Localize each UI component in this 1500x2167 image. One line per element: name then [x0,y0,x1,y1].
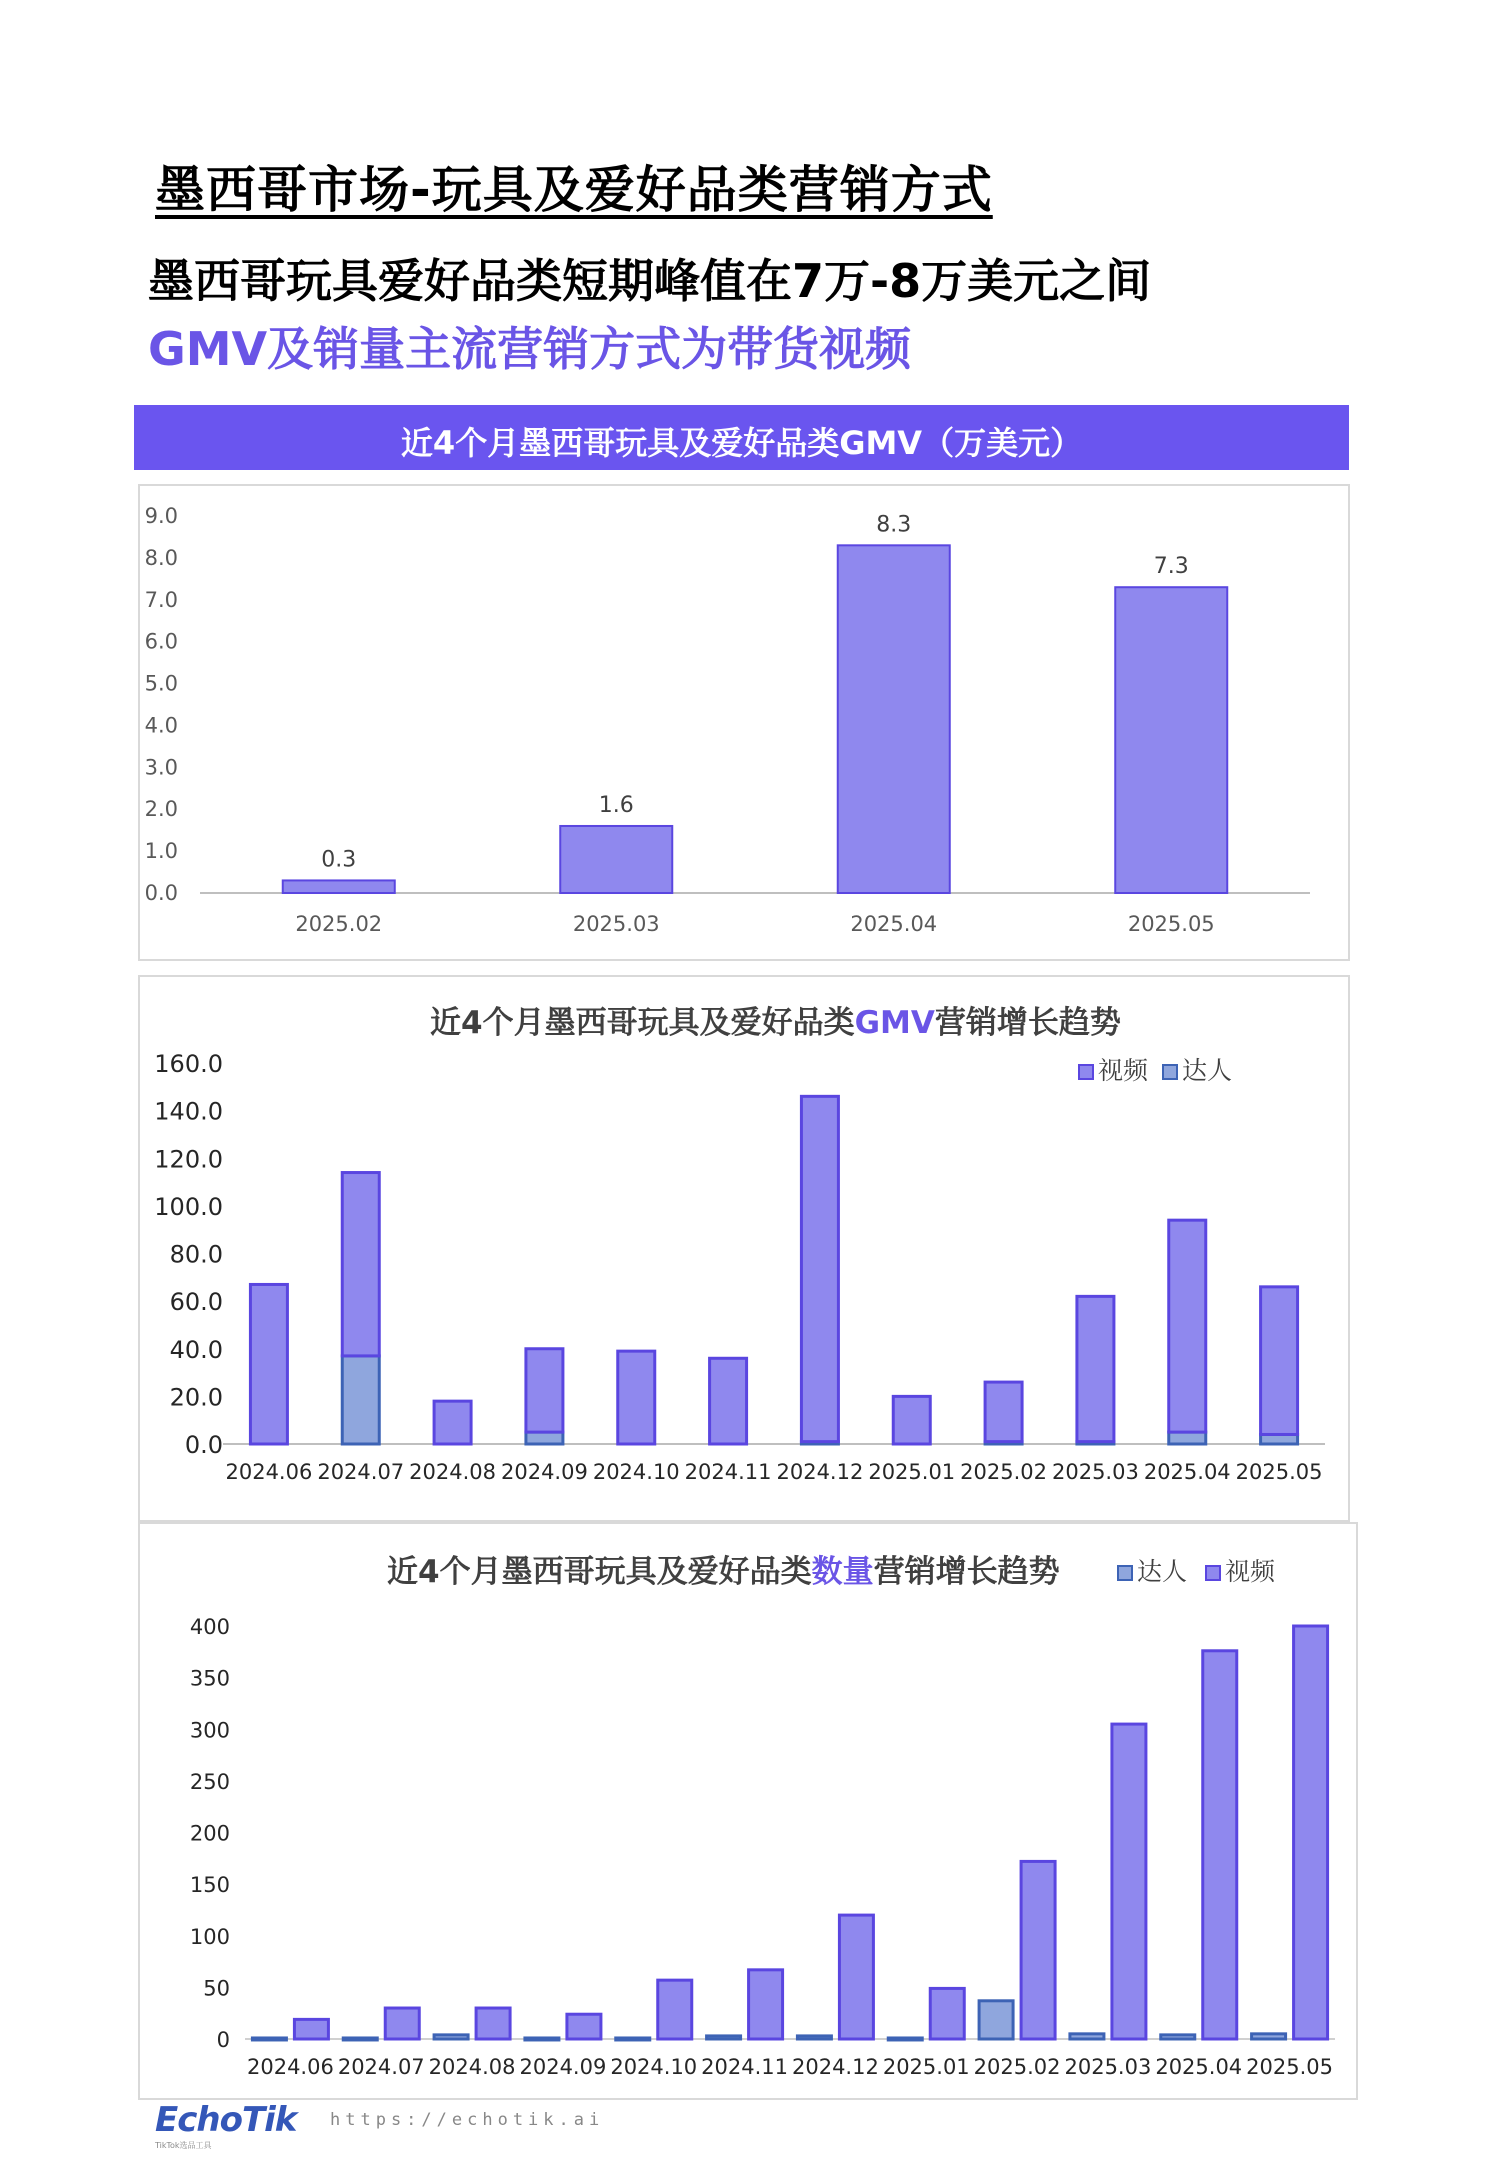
legend-kol-label: 达人 [1181,1056,1232,1085]
bar-video-2024.10 [618,1351,655,1444]
y-tick-label: 5.0 [144,671,178,696]
bar-kol-2024.07 [343,2038,377,2040]
y-tick-label: 8.0 [144,545,178,570]
x-tick-label: 2025.01 [882,2055,970,2079]
y-tick-label: 4.0 [144,713,178,738]
x-tick-label: 2025.04 [850,912,938,936]
y-tick-label: 400 [189,1615,230,1639]
bar-video-2025.04 [1169,1220,1206,1432]
bar-kol-2025.01 [888,2038,922,2040]
data-label: 8.3 [876,512,912,538]
y-tick-label: 140.0 [154,1097,223,1126]
subheading-peak: 墨西哥玩具爱好品类短期峰值在7万-8万美元之间 [148,254,1152,308]
y-tick-label: 200 [189,1821,230,1846]
x-tick-label: 2024.08 [428,2055,516,2079]
x-tick-label: 2024.07 [337,2055,425,2079]
bar-kol-2024.09 [525,2038,559,2040]
x-tick-label: 2025.05 [1246,2055,1334,2079]
echotik-logo-sub: TikTok选品工具 [155,2141,212,2150]
x-tick-label: 2024.06 [225,1460,313,1484]
bar-2025.04 [838,545,950,893]
y-tick-label: 0 [216,2028,230,2052]
y-tick-label: 3.0 [144,755,178,780]
y-tick-label: 150 [189,1873,230,1898]
bar-kol-2024.11 [707,2036,741,2039]
bar-video-2024.06 [250,1284,287,1444]
bar-video-2025.03 [1077,1296,1114,1441]
x-tick-label: 2024.07 [317,1460,405,1484]
legend3-video-label: 视频 [1224,1557,1275,1586]
x-tick-label: 2024.06 [246,2055,334,2079]
y-tick-label: 9.0 [144,504,178,528]
x-tick-label: 2025.01 [868,1460,956,1484]
bar-video-2024.09 [526,1349,563,1432]
bar-kol-2025.05 [1252,2034,1286,2039]
x-tick-label: 2024.12 [791,2055,879,2079]
x-tick-label: 2025.02 [295,912,383,936]
y-tick-label: 350 [189,1666,230,1691]
x-tick-label: 2025.02 [973,2055,1061,2079]
bar-kol-2024.08 [434,2035,468,2039]
data-label: 0.3 [321,847,357,873]
bar-video-2024.07 [385,2008,419,2039]
y-tick-label: 1.0 [144,839,178,864]
bar-2025.03 [560,826,672,893]
bar-video-2024.10 [658,1980,692,2039]
y-tick-label: 120.0 [154,1145,223,1174]
y-tick-label: 80.0 [169,1240,223,1269]
chart1-title-band [134,405,1349,470]
chart3-title: 近4个月墨西哥玩具及爱好品类数量营销增长趋势 [387,1554,1060,1590]
x-tick-label: 2024.12 [776,1460,864,1484]
bar-video-2025.05 [1261,1287,1298,1435]
y-tick-label: 50 [203,1976,230,2001]
legend3-kol-label: 达人 [1137,1557,1188,1586]
page-heading: 墨西哥市场-玩具及爱好品类营销方式 [155,161,993,219]
bar-video-2024.07 [342,1173,379,1356]
bar-kol-2025.04 [1161,2035,1195,2039]
y-tick-label: 60.0 [169,1288,223,1317]
legend-video-swatch [1078,1064,1094,1080]
x-tick-label: 2025.03 [1064,2055,1152,2079]
x-tick-label: 2024.08 [409,1460,497,1484]
x-tick-label: 2025.03 [1051,1460,1139,1484]
bar-video-2024.08 [476,2008,510,2039]
x-tick-label: 2024.11 [701,2055,789,2079]
bar-video-2025.02 [985,1382,1022,1442]
gmv-monthly-svg [140,486,1348,959]
bar-2025.02 [283,880,395,893]
bar-kol-2025.03 [1070,2034,1104,2039]
bar-kol-2024.07 [342,1356,379,1444]
y-tick-label: 100.0 [154,1192,223,1221]
chart3-legend [1117,1552,1275,1588]
x-tick-label: 2024.09 [500,1460,588,1484]
x-tick-label: 2025.04 [1155,2055,1243,2079]
volume-trend-svg [140,1524,1356,2098]
x-tick-label: 2025.05 [1235,1460,1323,1484]
volume-trend-chart [138,1522,1358,2100]
footer-url: https://echotik.ai [330,2110,605,2130]
bar-kol-2024.10 [616,2038,650,2040]
chart2-title: 近4个月墨西哥玩具及爱好品类GMV营销增长趋势 [430,1005,1121,1041]
chart1-title: 近4个月墨西哥玩具及爱好品类GMV（万美元） [400,424,1083,462]
bar-2025.05 [1115,587,1227,893]
y-tick-label: 160.0 [154,1050,223,1078]
x-tick-label: 2025.02 [960,1460,1048,1484]
data-label: 7.3 [1153,554,1189,580]
subheading-marketing: GMV及销量主流营销方式为带货视频 [148,322,912,376]
gmv-monthly-chart [138,484,1350,961]
bar-kol-2025.02 [979,2001,1013,2039]
bar-kol-2024.06 [252,2038,286,2040]
y-tick-label: 40.0 [169,1335,223,1364]
legend3-video-swatch [1205,1565,1221,1581]
y-tick-label: 0.0 [184,1431,223,1459]
bar-video-2024.12 [801,1096,838,1441]
x-tick-label: 2024.10 [592,1460,680,1484]
bar-video-2025.02 [1021,1861,1055,2039]
y-tick-label: 0.0 [144,881,178,905]
bar-video-2024.09 [567,2014,601,2039]
gmv-trend-chart [138,975,1350,1522]
x-tick-label: 2025.05 [1127,912,1215,936]
x-tick-label: 2025.04 [1143,1460,1231,1484]
y-tick-label: 6.0 [144,629,178,654]
data-label: 1.6 [598,792,634,818]
bar-video-2024.08 [434,1401,471,1444]
legend3-kol-swatch [1117,1565,1133,1581]
y-tick-label: 300 [189,1718,230,1743]
x-tick-label: 2024.10 [610,2055,698,2079]
bar-video-2025.01 [893,1396,930,1444]
y-tick-label: 7.0 [144,587,178,612]
bar-video-2025.04 [1203,1651,1237,2039]
bar-video-2025.01 [930,1988,964,2039]
chart2-legend [1078,1051,1232,1087]
bar-video-2024.12 [839,1915,873,2039]
x-tick-label: 2025.03 [572,912,660,936]
legend-video-label: 视频 [1098,1056,1149,1085]
bar-video-2025.03 [1112,1724,1146,2039]
legend-kol-swatch [1162,1064,1178,1080]
echotik-logo: EchoTik [155,2100,297,2140]
bar-video-2024.06 [294,2019,328,2039]
bar-kol-2024.09 [526,1432,563,1444]
bar-kol-2025.04 [1169,1432,1206,1444]
x-tick-label: 2024.09 [519,2055,607,2079]
bar-video-2024.11 [749,1970,783,2039]
x-tick-label: 2024.11 [684,1460,772,1484]
y-tick-label: 100 [189,1924,230,1949]
bar-video-2024.11 [710,1358,747,1444]
y-tick-label: 20.0 [169,1383,223,1412]
bar-video-2025.05 [1294,1626,1328,2039]
y-tick-label: 250 [189,1769,230,1794]
y-tick-label: 2.0 [144,797,178,822]
bar-kol-2024.12 [797,2036,831,2039]
